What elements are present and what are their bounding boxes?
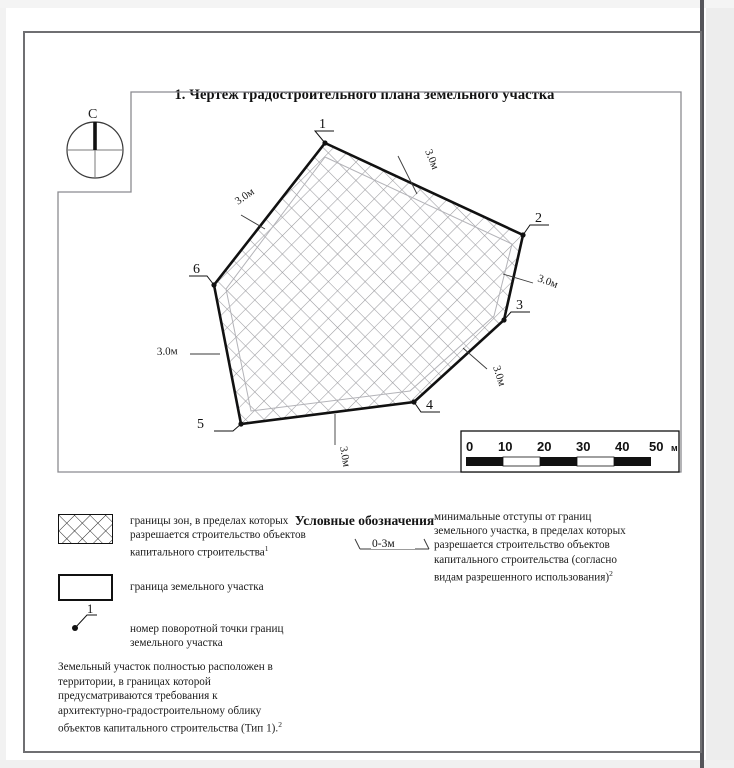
scale-tick-4: 40 xyxy=(615,439,630,454)
legend-right-item-text xyxy=(434,510,689,585)
legend-right-line1: минимальные отступы от границ xyxy=(434,511,592,523)
legend-right-line4: капитального строительства (согласно xyxy=(434,553,617,566)
legend-right-line5: видам разрешенного использования) xyxy=(434,571,610,584)
legend-item-1-text xyxy=(130,514,375,560)
vertex-label-3: 3 xyxy=(516,298,523,313)
legend-item-1-footnote: 1 xyxy=(264,544,269,554)
scale-tick-0: 0 xyxy=(466,439,474,454)
note-line2: территории, в границах которой xyxy=(58,675,211,688)
vertex-label-6: 6 xyxy=(193,262,200,277)
vertex-label-1: 1 xyxy=(319,117,326,132)
legend-heading: Условные обозначения xyxy=(294,513,435,528)
legend-item-3-line1: номер поворотной точки границ xyxy=(130,623,284,635)
vertex-point-swatch-label: 1 xyxy=(87,602,94,616)
vertex-label-2: 2 xyxy=(535,211,542,226)
setback-label-1-2: 3.0м xyxy=(422,147,442,172)
setback-label-5-6: 3.0м xyxy=(156,345,178,358)
legend-item-1-line1: границы зон, в пределах которых xyxy=(130,515,289,527)
page-title: 1. Чертеж градостроительного плана земельного участка xyxy=(174,87,555,103)
vertex-label-5: 5 xyxy=(197,417,204,432)
legend-right-line3: разрешается строительство объектов xyxy=(434,539,610,552)
legend-item-3-text xyxy=(130,622,375,650)
legend-item-2-text xyxy=(130,580,375,594)
scale-unit: м xyxy=(671,443,678,453)
setback-label-3-4: 3.0м xyxy=(490,364,508,388)
buildable-zone-hatch xyxy=(214,143,523,424)
hatched-zone-swatch xyxy=(58,514,113,544)
scale-tick-1: 10 xyxy=(498,439,513,454)
note-line4: архитектурно-градостроительному облику xyxy=(58,704,262,717)
document-frame xyxy=(23,31,702,753)
setback-label-4-5: 3.0м xyxy=(337,445,353,468)
legend-item-1-line2: разрешается строительство объектов xyxy=(130,529,306,542)
legend-item-2-line1: граница земельного участка xyxy=(130,581,264,593)
vertex-point-swatch xyxy=(72,602,97,631)
plot-boundary-swatch xyxy=(58,574,113,601)
plot-note xyxy=(58,660,388,737)
vertex-label-4: 4 xyxy=(426,398,433,413)
hatched-zone-swatch-fill xyxy=(59,515,112,543)
setback-label-6-1: 3.0м xyxy=(232,185,257,208)
scale-tick-2: 20 xyxy=(537,439,552,454)
scale-bar xyxy=(461,431,679,472)
scale-tick-3: 30 xyxy=(576,439,591,454)
page-bottom-edge xyxy=(0,760,734,768)
legend-right-line2: земельного участка, в пределах которых xyxy=(434,525,626,538)
page-top-edge xyxy=(0,0,734,8)
legend-item-1-line3: капитального строительства xyxy=(130,547,265,560)
legend-right-footnote: 2 xyxy=(609,568,613,578)
note-line5: объектов капитального строительства (Тип 1). xyxy=(58,723,279,736)
setback-dimension-swatch-label: 0-3м xyxy=(372,538,395,550)
setback-label-2-3: 3.0м xyxy=(535,272,560,291)
note-footnote: 2 xyxy=(278,720,282,730)
compass-north-label: С xyxy=(88,107,98,122)
legend-item-3-line2: земельного участка xyxy=(130,637,223,650)
note-line1: Земельный участок полностью расположен в xyxy=(58,661,273,673)
scale-tick-5: 50 xyxy=(649,439,664,454)
scale-bar-segments xyxy=(466,457,651,466)
note-line3: предусматриваются требования к xyxy=(58,690,218,703)
compass-rose-icon xyxy=(67,122,123,178)
